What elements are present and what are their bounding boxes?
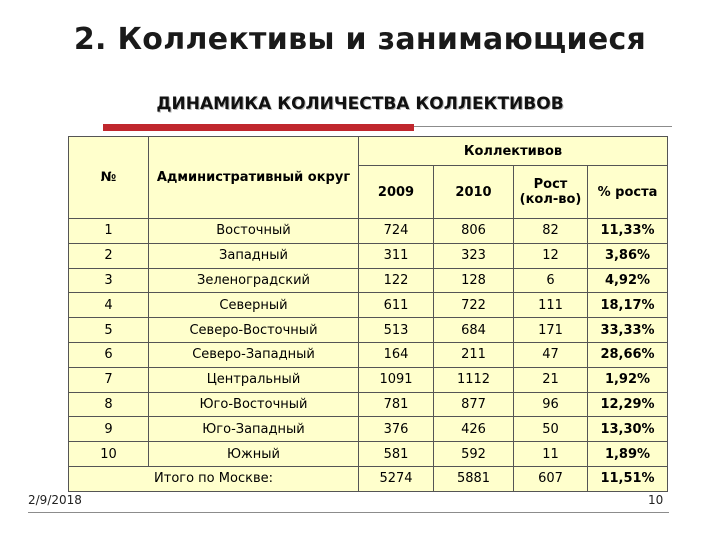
row-2010: 323: [434, 243, 514, 268]
row-growth-pct: 1,89%: [588, 442, 668, 467]
row-district: Южный: [149, 442, 359, 467]
row-2009: 311: [359, 243, 434, 268]
header-year-2009: 2009: [359, 166, 434, 219]
row-2009: 781: [359, 392, 434, 417]
total-growth-pct: 11,51%: [588, 466, 668, 491]
table-row: [69, 367, 668, 392]
row-growth: 12: [514, 243, 588, 268]
table-row: [69, 268, 668, 293]
total-label: Итого по Москве:: [69, 466, 359, 491]
row-growth-pct: 11,33%: [588, 219, 668, 244]
row-number: 7: [69, 367, 149, 392]
row-2009: 1091: [359, 367, 434, 392]
row-district: Центральный: [149, 367, 359, 392]
row-2010: 877: [434, 392, 514, 417]
row-2010: 426: [434, 417, 514, 442]
row-growth-pct: 33,33%: [588, 318, 668, 343]
table-row: [69, 219, 668, 244]
row-growth-pct: 1,92%: [588, 367, 668, 392]
row-number: 1: [69, 219, 149, 244]
footer-date: 2/9/2018: [28, 493, 82, 507]
table-row: [69, 293, 668, 318]
row-growth-pct: 18,17%: [588, 293, 668, 318]
row-2009: 164: [359, 342, 434, 367]
footer-divider: [28, 512, 669, 513]
row-2010: 1112: [434, 367, 514, 392]
row-growth-pct: 28,66%: [588, 342, 668, 367]
row-number: 6: [69, 342, 149, 367]
row-growth: 96: [514, 392, 588, 417]
table-row: [69, 392, 668, 417]
row-2009: 122: [359, 268, 434, 293]
row-growth: 111: [514, 293, 588, 318]
table-row: [69, 342, 668, 367]
divider-rule: [414, 126, 672, 127]
slide-title: 2. Коллективы и занимающиеся: [73, 22, 647, 57]
row-growth: 47: [514, 342, 588, 367]
page-number: 10: [648, 493, 664, 507]
header-group: Коллективов: [359, 137, 668, 166]
row-number: 5: [69, 318, 149, 343]
row-number: 3: [69, 268, 149, 293]
row-number: 2: [69, 243, 149, 268]
table-row: [69, 442, 668, 467]
total-2009: 5274: [359, 466, 434, 491]
header-district: Административный округ: [149, 137, 359, 219]
row-2010: 684: [434, 318, 514, 343]
row-2009: 724: [359, 219, 434, 244]
header-number: №: [69, 137, 149, 219]
row-growth-pct: 13,30%: [588, 417, 668, 442]
row-district: Северо-Восточный: [149, 318, 359, 343]
header-growth: Рост (кол-во): [514, 166, 588, 219]
row-growth: 50: [514, 417, 588, 442]
row-growth: 11: [514, 442, 588, 467]
row-district: Восточный: [149, 219, 359, 244]
row-2009: 581: [359, 442, 434, 467]
header-year-2010: 2010: [434, 166, 514, 219]
row-number: 4: [69, 293, 149, 318]
row-growth: 82: [514, 219, 588, 244]
row-district: Западный: [149, 243, 359, 268]
row-district: Юго-Западный: [149, 417, 359, 442]
row-2010: 722: [434, 293, 514, 318]
row-growth: 171: [514, 318, 588, 343]
row-district: Северный: [149, 293, 359, 318]
total-row: [69, 466, 668, 491]
total-growth: 607: [514, 466, 588, 491]
row-2009: 611: [359, 293, 434, 318]
row-2010: 128: [434, 268, 514, 293]
row-district: Юго-Восточный: [149, 392, 359, 417]
row-2010: 211: [434, 342, 514, 367]
row-growth: 21: [514, 367, 588, 392]
row-2009: 376: [359, 417, 434, 442]
row-number: 8: [69, 392, 149, 417]
row-growth-pct: 3,86%: [588, 243, 668, 268]
collectives-table: [68, 136, 668, 492]
row-2009: 513: [359, 318, 434, 343]
table-row: [69, 318, 668, 343]
row-growth: 6: [514, 268, 588, 293]
row-growth-pct: 4,92%: [588, 268, 668, 293]
row-growth-pct: 12,29%: [588, 392, 668, 417]
header-growth-pct: % роста: [588, 166, 668, 219]
table-subtitle: ДИНАМИКА КОЛИЧЕСТВА КОЛЛЕКТИВОВ: [156, 94, 564, 114]
accent-rule: [103, 124, 414, 131]
table-row: [69, 243, 668, 268]
row-number: 9: [69, 417, 149, 442]
row-2010: 806: [434, 219, 514, 244]
row-district: Зеленоградский: [149, 268, 359, 293]
row-district: Северо-Западный: [149, 342, 359, 367]
total-2010: 5881: [434, 466, 514, 491]
row-2010: 592: [434, 442, 514, 467]
table-row: [69, 417, 668, 442]
row-number: 10: [69, 442, 149, 467]
